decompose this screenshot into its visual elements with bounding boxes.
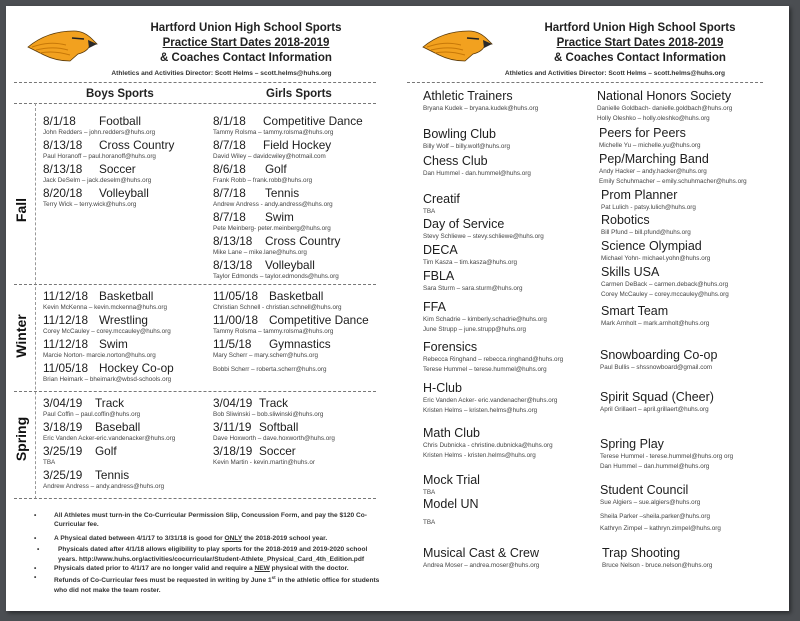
club-name: Skills USA <box>601 265 660 279</box>
practice-dates-title: Practice Start Dates 2018-2019 <box>556 37 724 49</box>
club-contact: Bill Pfund – bill.pfund@huhs.org <box>601 229 691 236</box>
club-entry <box>423 473 480 498</box>
club-contact: Kristen Helms - kristen.helms@huhs.org <box>423 452 536 459</box>
sport-name: Volleyball <box>99 186 149 200</box>
sport-name: Softball <box>259 420 299 434</box>
sport-name: Volleyball <box>265 258 315 272</box>
club-contact: Andrea Moser – andrea.moser@huhs.org <box>423 562 540 569</box>
sport-entry <box>43 337 156 361</box>
season-column-divider <box>35 103 36 499</box>
coach-contact: Paul Coffin – paul.coffin@huhs.org <box>43 411 141 418</box>
club-contact: Holly Oleshko – holly.oleshko@huhs.org <box>597 115 710 122</box>
document-spread <box>6 6 789 611</box>
sport-entry <box>213 138 331 162</box>
coach-contact: Kevin McKenna – kevin.mckenna@huhs.org <box>43 304 168 311</box>
coach-contact: Taylor Edmonds – taylor.edmonds@huhs.org <box>213 273 339 280</box>
hawk-mascot-icon <box>421 27 493 63</box>
sport-date: 8/13/18 <box>213 234 253 248</box>
club-contact: Sheila Parker –sheila.parker@huhs.org <box>600 513 710 520</box>
coach-contact: Paul Horanoff – paul.horanoff@huhs.org <box>43 153 156 160</box>
club-name: DECA <box>423 243 458 257</box>
coach-contact: Brian Heimark – bheimark@wbsd-schools.org <box>43 376 172 383</box>
sport-name: Competitive Dance <box>263 114 363 128</box>
school-title: Hartford Union High School Sports <box>150 22 342 34</box>
club-name: Bowling Club <box>423 127 496 141</box>
club-name: Smart Team <box>601 304 669 318</box>
sport-name: Swim <box>265 210 294 224</box>
club-name: Spirit Squad (Cheer) <box>600 390 714 404</box>
club-contact: Paul Bullis – shssnowboard@gmail.com <box>600 364 713 371</box>
coach-contact: David Wiley – davidcwiley@hotmail.com <box>213 153 326 160</box>
club-name: Peers for Peers <box>599 126 686 140</box>
sport-date: 11/5/18 <box>213 337 252 351</box>
club-entry <box>423 340 563 375</box>
divider <box>14 391 376 392</box>
sport-entry <box>43 289 167 313</box>
club-contact: Sara Sturm – sara.sturm@huhs.org <box>423 285 523 292</box>
sport-date: 3/18/19 <box>43 420 83 434</box>
header-titles <box>146 21 346 66</box>
season-label-fall: Fall <box>13 197 29 223</box>
coach-contact: Andrew Andress – andy.andress@huhs.org <box>43 483 165 490</box>
coach-contact: TBA <box>43 459 56 466</box>
club-contact: Terese Hummel – terese.hummel@huhs.org <box>423 366 547 373</box>
sport-date: 8/1/18 <box>43 114 76 128</box>
sport-date: 3/04/19 <box>43 396 83 410</box>
boys-sports-heading: Boys Sports <box>86 88 154 100</box>
coach-contact: Christian Schnell - christian.schnell@huhs.org <box>213 304 342 311</box>
sport-name: Cross Country <box>265 234 341 248</box>
club-name: Mock Trial <box>423 473 480 487</box>
coaches-contact-title: & Coaches Contact Information <box>554 52 726 64</box>
sport-entry <box>43 186 149 210</box>
notes-list <box>34 511 384 595</box>
sport-date: 11/12/18 <box>43 313 89 327</box>
club-name: Forensics <box>423 340 478 354</box>
club-entry <box>599 152 747 187</box>
sport-name: Gymnastics <box>269 337 331 351</box>
sport-date: 11/05/18 <box>43 361 89 375</box>
club-contact: Stevy Schliewe – stevy.schliewe@huhs.org <box>423 233 544 240</box>
club-name: Math Club <box>423 426 480 440</box>
club-contact: Chris Dubnicka - christine.dubnicka@huhs.org <box>423 442 553 449</box>
club-contact: Kristen Helms – kristen.helms@huhs.org <box>423 407 538 414</box>
sport-entry <box>213 289 342 313</box>
sport-entry <box>43 138 174 162</box>
club-entry <box>423 89 538 114</box>
coach-contact: Andrew Andress - andy.andress@huhs.org <box>213 201 333 208</box>
sport-name: Football <box>99 114 141 128</box>
sport-date: 8/1/18 <box>213 114 246 128</box>
club-name: Spring Play <box>600 437 664 451</box>
note-item: • Refunds of Co-Curricular fees must be requested in writing by June 1st in the athletic office for students who did not make the team roster. <box>34 573 384 595</box>
header-titles <box>540 21 740 66</box>
hawk-mascot-icon <box>26 27 98 63</box>
club-contact: Tim Kasza – tim.kasza@huhs.org <box>423 259 517 266</box>
club-entry <box>601 188 696 213</box>
director-line: Athletics and Activities Director: Scott Helms – scott.helms@huhs.org <box>504 70 726 77</box>
sport-date: 8/13/18 <box>213 258 253 272</box>
club-name: FFA <box>423 300 446 314</box>
divider <box>14 103 376 104</box>
club-entry <box>423 269 522 294</box>
coach-contact: Tammy Rolsma – tammy.rolsma@huhs.org <box>213 328 334 335</box>
club-contact: Billy Wolf – billy.wolf@huhs.org <box>423 143 511 150</box>
coach-contact: Corey McCauley – corey.mccauley@huhs.org <box>43 328 171 335</box>
sport-name: Swim <box>99 337 128 351</box>
club-contact: Danielle Goldbach- danielle.goldbach@huhs.org <box>597 105 733 112</box>
club-entry <box>602 546 712 571</box>
practice-dates-title: Practice Start Dates 2018-2019 <box>162 37 330 49</box>
left-page <box>6 6 397 611</box>
page-header <box>397 6 789 86</box>
club-entry <box>601 304 709 329</box>
divider <box>14 498 376 499</box>
sport-name: Track <box>259 396 289 410</box>
sport-entry <box>43 468 164 492</box>
club-entry <box>423 243 517 268</box>
note-item: • Physicals dated prior to 4/1/17 are no longer valid and require a NEW physical with the doctor. <box>34 564 384 573</box>
club-entry <box>600 483 721 534</box>
sport-date: 8/7/18 <box>213 210 246 224</box>
sport-name: Golf <box>265 162 287 176</box>
sport-entry <box>43 114 155 138</box>
sport-date: 3/11/19 <box>213 420 252 434</box>
sport-entry <box>43 396 140 420</box>
sport-date: 3/18/19 <box>213 444 253 458</box>
club-name: Robotics <box>601 213 650 227</box>
club-contact: Mark Arnholt – mark.arnholt@huhs.org <box>601 320 710 327</box>
sport-date: 8/20/18 <box>43 186 83 200</box>
club-contact: Terese Hummel - terese.hummel@huhs.org org <box>600 453 734 460</box>
club-entry <box>423 546 539 571</box>
coach-contact: Mary Scherr – mary.scherr@huhs.org <box>213 352 318 359</box>
sport-entry <box>43 420 175 444</box>
club-name: Science Olympiad <box>601 239 702 253</box>
club-entry <box>600 437 733 472</box>
club-contact: Eric Vanden Acker- eric.vandenacher@huhs.org <box>423 397 558 404</box>
sport-entry <box>213 258 339 282</box>
sport-entry <box>213 210 331 234</box>
sport-date: 11/12/18 <box>43 289 89 303</box>
coach-contact: Bobbi Scherr – roberta.scherr@huhs.org <box>213 366 327 373</box>
divider <box>14 284 376 285</box>
club-contact: Pat Lulich - patsy.lulich@huhs.org <box>601 204 696 211</box>
sport-date: 11/12/18 <box>43 337 89 351</box>
club-contact: Dan Hummel - dan.hummel@huhs.org <box>423 170 531 177</box>
sport-name: Basketball <box>269 289 324 303</box>
coach-contact: John Redders – john.redders@huhs.org <box>43 129 156 136</box>
club-contact: TBA <box>423 519 436 526</box>
club-entry <box>423 426 553 461</box>
club-contact: Sue Algiers – sue.algiers@huhs.org <box>600 499 701 506</box>
coach-contact: Jack DeSelm – jack.deselm@huhs.org <box>43 177 152 184</box>
club-name: FBLA <box>423 269 455 283</box>
sport-entry <box>213 444 315 468</box>
girls-sports-heading: Girls Sports <box>266 88 332 100</box>
sport-date: 3/25/19 <box>43 444 83 458</box>
sport-entry <box>43 162 151 186</box>
club-entry <box>423 192 460 217</box>
coach-contact: Tammy Rolsma – tammy.rolsma@huhs.org <box>213 129 334 136</box>
club-entry <box>423 127 510 152</box>
club-entry <box>423 154 531 179</box>
sport-entry <box>213 186 333 210</box>
club-contact: Bryana Kudek – bryana.kudek@huhs.org <box>423 105 539 112</box>
club-name: Athletic Trainers <box>423 89 513 103</box>
note-item: • All Athletes must turn-in the Co-Curricular Permission Slip, Concussion Form, and pay the $120 Co-Curricular fee. <box>34 511 384 530</box>
club-contact: Dan Hummel – dan.hummel@huhs.org <box>600 463 710 470</box>
sport-entry <box>213 337 331 375</box>
sport-name: Competitive Dance <box>269 313 369 327</box>
club-name: Musical Cast & Crew <box>423 546 539 560</box>
coach-contact: Frank Robb – frank.robb@huhs.org <box>213 177 313 184</box>
club-entry <box>601 213 691 238</box>
club-contact: Kathryn Zimpel – kathryn.zimpel@huhs.org <box>600 525 721 532</box>
sport-name: Soccer <box>259 444 296 458</box>
right-page <box>397 6 789 611</box>
club-name: Student Council <box>600 483 689 497</box>
club-contact: Kim Schadrie – kimberly.schadrie@huhs.org <box>423 316 547 323</box>
club-contact: Emily Schuhmacher – emily.schuhmacher@huhs.org <box>599 178 747 185</box>
divider <box>407 82 763 83</box>
club-name: Day of Service <box>423 217 505 231</box>
sport-name: Soccer <box>99 162 136 176</box>
club-contact: TBA <box>423 489 436 496</box>
season-label-winter: Winter <box>13 314 29 358</box>
coach-contact: Terry Wick – terry.wick@huhs.org <box>43 201 137 208</box>
club-name: National Honors Society <box>597 89 732 103</box>
sport-name: Tennis <box>265 186 300 200</box>
club-contact: Andy Hacker – andy.hacker@huhs.org <box>599 168 707 175</box>
sport-date: 8/13/18 <box>43 162 83 176</box>
school-title: Hartford Union High School Sports <box>544 22 736 34</box>
sport-name: Tennis <box>95 468 130 482</box>
sport-date: 11/05/18 <box>213 289 259 303</box>
club-name: H-Club <box>423 381 462 395</box>
club-name: Prom Planner <box>601 188 678 202</box>
sport-entry <box>213 313 369 337</box>
note-item: • Physicals dated after 4/1/18 allows eligibility to play sports for the 2018-2019 and 2019-2020 school years. http://www.huhs.org/activities/cocurricular/Student-Athlete_Physical_Card_4th_Edition.pdf <box>34 545 384 564</box>
sport-date: 11/00/18 <box>213 313 259 327</box>
sport-name: Field Hockey <box>263 138 332 152</box>
sport-name: Cross Country <box>99 138 175 152</box>
coach-contact: Eric Vanden Acker-eric.vandenacker@huhs.org <box>43 435 176 442</box>
club-contact: Corey McCauley – corey.mccauley@huhs.org <box>601 291 729 298</box>
club-entry <box>423 497 479 528</box>
sport-name: Golf <box>95 444 117 458</box>
sport-entry <box>43 444 117 468</box>
sport-entry <box>213 114 363 138</box>
club-contact: June Strupp – june.strupp@huhs.org <box>423 326 527 333</box>
club-contact: Michelle Yu – michelle.yu@huhs.org <box>599 142 701 149</box>
note-item: • A Physical dated between 4/1/17 to 3/31/18 is good for ONLY the 2018-2019 school year. <box>34 534 384 543</box>
page-header <box>6 6 397 86</box>
club-name: Pep/Marching Band <box>599 152 709 166</box>
coaches-contact-title: & Coaches Contact Information <box>160 52 332 64</box>
divider <box>14 82 376 83</box>
club-entry <box>423 217 544 242</box>
sport-entry <box>43 313 171 337</box>
club-entry <box>423 381 557 416</box>
sport-name: Wrestling <box>99 313 148 327</box>
club-entry <box>601 239 710 264</box>
club-contact: Michael Yohn- michael.yohn@huhs.org <box>601 255 711 262</box>
sport-date: 3/04/19 <box>213 396 253 410</box>
sport-date: 8/6/18 <box>213 162 246 176</box>
club-entry <box>423 300 547 335</box>
club-name: Model UN <box>423 497 479 511</box>
director-line: Athletics and Activities Director: Scott Helms – scott.helms@huhs.org <box>111 70 332 77</box>
club-name: Trap Shooting <box>602 546 681 560</box>
sport-date: 8/7/18 <box>213 186 246 200</box>
sport-entry <box>213 396 323 420</box>
club-name: Creatif <box>423 192 460 206</box>
sport-entry <box>213 162 312 186</box>
season-label-spring: Spring <box>13 416 29 462</box>
sport-date: 3/25/19 <box>43 468 83 482</box>
club-entry <box>600 390 714 415</box>
sport-name: Baseball <box>95 420 141 434</box>
club-contact: Rebecca Ringhand – rebecca.ringhand@huhs.org <box>423 356 564 363</box>
coach-contact: Marcie Norton- marcie.norton@huhs.org <box>43 352 156 359</box>
club-entry <box>601 265 729 300</box>
club-contact: TBA <box>423 208 436 215</box>
club-contact: Bruce Nelson - bruce.nelson@huhs.org <box>602 562 713 569</box>
coach-contact: Dave Hoxworth – dave.hoxworth@huhs.org <box>213 435 335 442</box>
sport-entry <box>213 420 335 444</box>
club-entry <box>597 89 732 124</box>
sport-name: Hockey Co-op <box>99 361 174 375</box>
sport-name: Basketball <box>99 289 154 303</box>
sport-entry <box>43 361 174 385</box>
coach-contact: Pete Meinberg- peter.meinberg@huhs.org <box>213 225 331 232</box>
coach-contact: Kevin Martin - kevin.martin@huhs.or <box>213 459 315 466</box>
club-contact: Carmen DeBack – carmen.deback@huhs.org <box>601 281 729 288</box>
sport-date: 8/13/18 <box>43 138 83 152</box>
sport-entry <box>213 234 340 258</box>
coach-contact: Bob Sliwinski – bob.sliwinski@huhs.org <box>213 411 324 418</box>
club-name: Chess Club <box>423 154 488 168</box>
sport-name: Track <box>95 396 125 410</box>
club-contact: April Grillaert – april.grillaert@huhs.org <box>600 406 709 413</box>
club-entry <box>599 126 700 151</box>
club-entry <box>600 348 717 373</box>
club-name: Snowboarding Co-op <box>600 348 718 362</box>
coach-contact: Mike Lane – mike.lane@huhs.org <box>213 249 307 256</box>
sport-date: 8/7/18 <box>213 138 246 152</box>
